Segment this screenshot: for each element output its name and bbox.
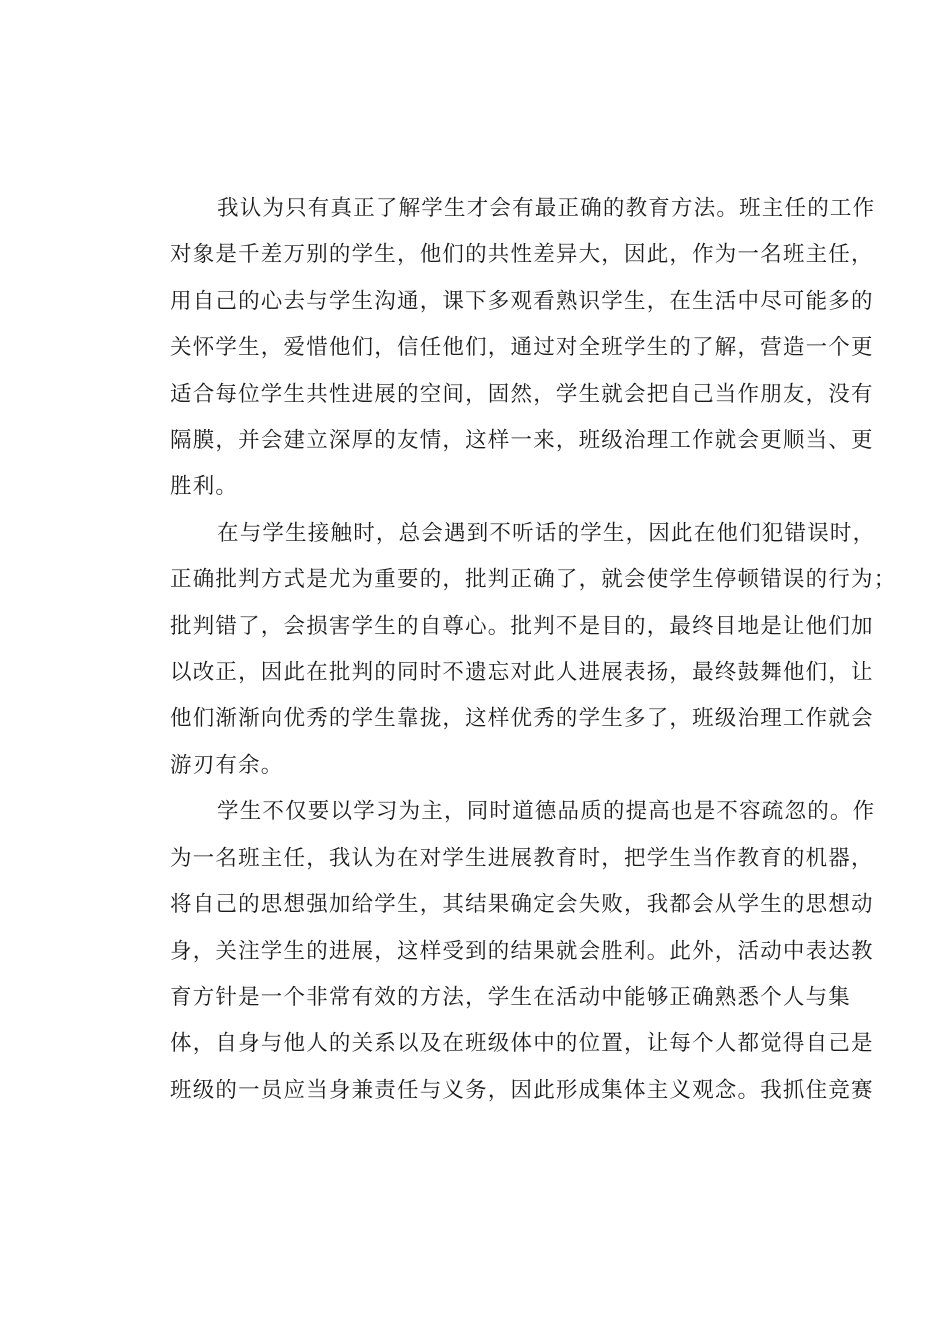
text-line: 为一名班主任，我认为在对学生进展教育时，把学生当作教育的机器， <box>170 845 874 871</box>
text-line: 批判错了，会损害学生的自尊心。批判不是目的，最终目地是让他们加 <box>170 613 874 639</box>
text-line: 身，关注学生的进展，这样受到的结果就会胜利。此外，活动中表达教 <box>170 938 874 964</box>
text-line: 学生不仅要以学习为主，同时道德品质的提高也是不容疏忽的。作 <box>217 799 876 825</box>
text-line: 班级的一员应当身兼责任与义务，因此形成集体主义观念。我抓住竞赛 <box>170 1077 874 1103</box>
text-line: 用自己的心去与学生沟通，课下多观看熟识学生，在生活中尽可能多的 <box>170 288 874 314</box>
text-line: 在与学生接触时，总会遇到不听话的学生，因此在他们犯错误时， <box>217 520 876 546</box>
text-line: 对象是千差万别的学生，他们的共性差异大，因此，作为一名班主任， <box>170 242 874 268</box>
text-line: 胜利。 <box>170 474 239 500</box>
text-line: 体，自身与他人的关系以及在班级体中的位置，让每个人都觉得自己是 <box>170 1031 874 1057</box>
document-body <box>127 186 897 1114</box>
text-line: 育方针是一个非常有效的方法，学生在活动中能够正确熟悉个人与集 <box>170 984 852 1010</box>
text-line: 以改正，因此在批判的同时不遗忘对此人进展表扬，最终鼓舞他们，让 <box>170 660 874 686</box>
text-line: 关怀学生，爱惜他们，信任他们，通过对全班学生的了解，营造一个更 <box>170 335 874 361</box>
text-line: 将自己的思想强加给学生，其结果确定会失败，我都会从学生的思想动 <box>170 892 874 918</box>
text-line: 正确批判方式是尤为重要的，批判正确了，就会使学生停顿错误的行为； <box>170 567 897 593</box>
text-line: 我认为只有真正了解学生才会有最正确的教育方法。班主任的工作 <box>217 196 876 221</box>
text-line: 游刃有余。 <box>170 752 284 778</box>
text-line: 他们渐渐向优秀的学生靠拢，这样优秀的学生多了，班级治理工作就会 <box>170 706 874 732</box>
paragraph-1 <box>127 186 876 511</box>
text-line: 隔膜，并会建立深厚的友情，这样一来，班级治理工作就会更顺当、更 <box>170 428 874 454</box>
text-line: 适合每位学生共性进展的空间，固然，学生就会把自己当作朋友，没有 <box>170 381 874 407</box>
paragraph-3 <box>127 789 876 1114</box>
paragraph-2 <box>127 511 897 789</box>
